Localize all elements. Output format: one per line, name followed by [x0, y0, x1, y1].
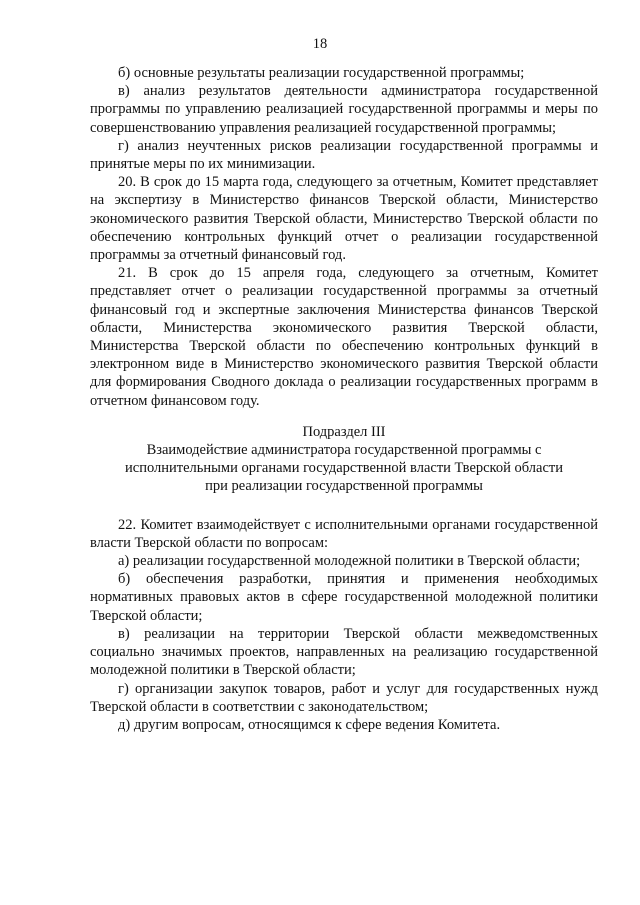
paragraph-v-analysis-results: в) анализ результатов деятельности администратора государственной программы по управлению реализацией государственной программы и меры по совершенствованию управления реализацией государственной программы;: [90, 83, 598, 136]
subsection-title-line-1: Взаимодействие администратора государственной программы с: [146, 442, 542, 459]
subsection-label: Подраздел III: [302, 423, 386, 440]
subsection-heading: [90, 423, 598, 496]
paragraph-20-march-deadline: 20. В срок до 15 марта года, следующего за отчетным, Комитет представляет на экспертизу в Министерство финансов Тверской области, Министерство экономического развития Тверской области, Министерство Тверской области по обеспечению контрольных функций отчет о реализации государственной программы за отчетный финансовый год.: [90, 174, 598, 264]
heading-spacer: [90, 496, 598, 516]
paragraph-g-procurement: г) организации закупок товаров, работ и услуг для государственных нужд Тверской области в соответствии с законодательством;: [90, 680, 598, 715]
paragraph-b-main-results: б) основные результаты реализации государственной программы;: [118, 65, 525, 81]
paragraph-22-interaction: 22. Комитет взаимодействует с исполнительными органами государственной власти Тверской области по вопросам:: [90, 516, 598, 551]
document-body: [90, 64, 598, 734]
paragraph-21-april-deadline: 21. В срок до 15 апреля года, следующего за отчетным, Комитет представляет отчет о реализации государственной программы за отчетный финансовый год и экспертные заключения Министерства финансов Тверской области, Министерства экономического развития Тверской области, Министерства Тверской области по обеспечению контрольных функций в электронном виде в Министерство экономического развития Тверской области для формирования Сводного доклада о реализации государственных программ в отчетном финансовом году.: [90, 265, 598, 409]
paragraph-a-youth-policy: а) реализации государственной молодежной политики в Тверской области;: [118, 553, 581, 570]
paragraph-b-legal-acts: б) обеспечения разработки, принятия и применения необходимых нормативных правовых актов в сфере государственной молодежной политики Тверской области;: [90, 571, 598, 624]
paragraph-d-other-questions: д) другим вопросам, относящимся к сфере ведения Комитета.: [118, 716, 501, 733]
subsection-title-line-3: при реализации государственной программы: [205, 478, 483, 495]
page-number: 18: [312, 36, 328, 52]
paragraph-g-unaccounted-risks: г) анализ неучтенных рисков реализации государственной программы и принятые меры по их минимизации.: [90, 137, 598, 173]
paragraph-v-interagency-projects: в) реализации на территории Тверской области межведомственных социально значимых проектов, направленных на реализацию государственной молодежной политики в Тверской области;: [90, 625, 598, 679]
subsection-title-line-2: исполнительными органами государственной власти Тверской области: [125, 460, 563, 477]
